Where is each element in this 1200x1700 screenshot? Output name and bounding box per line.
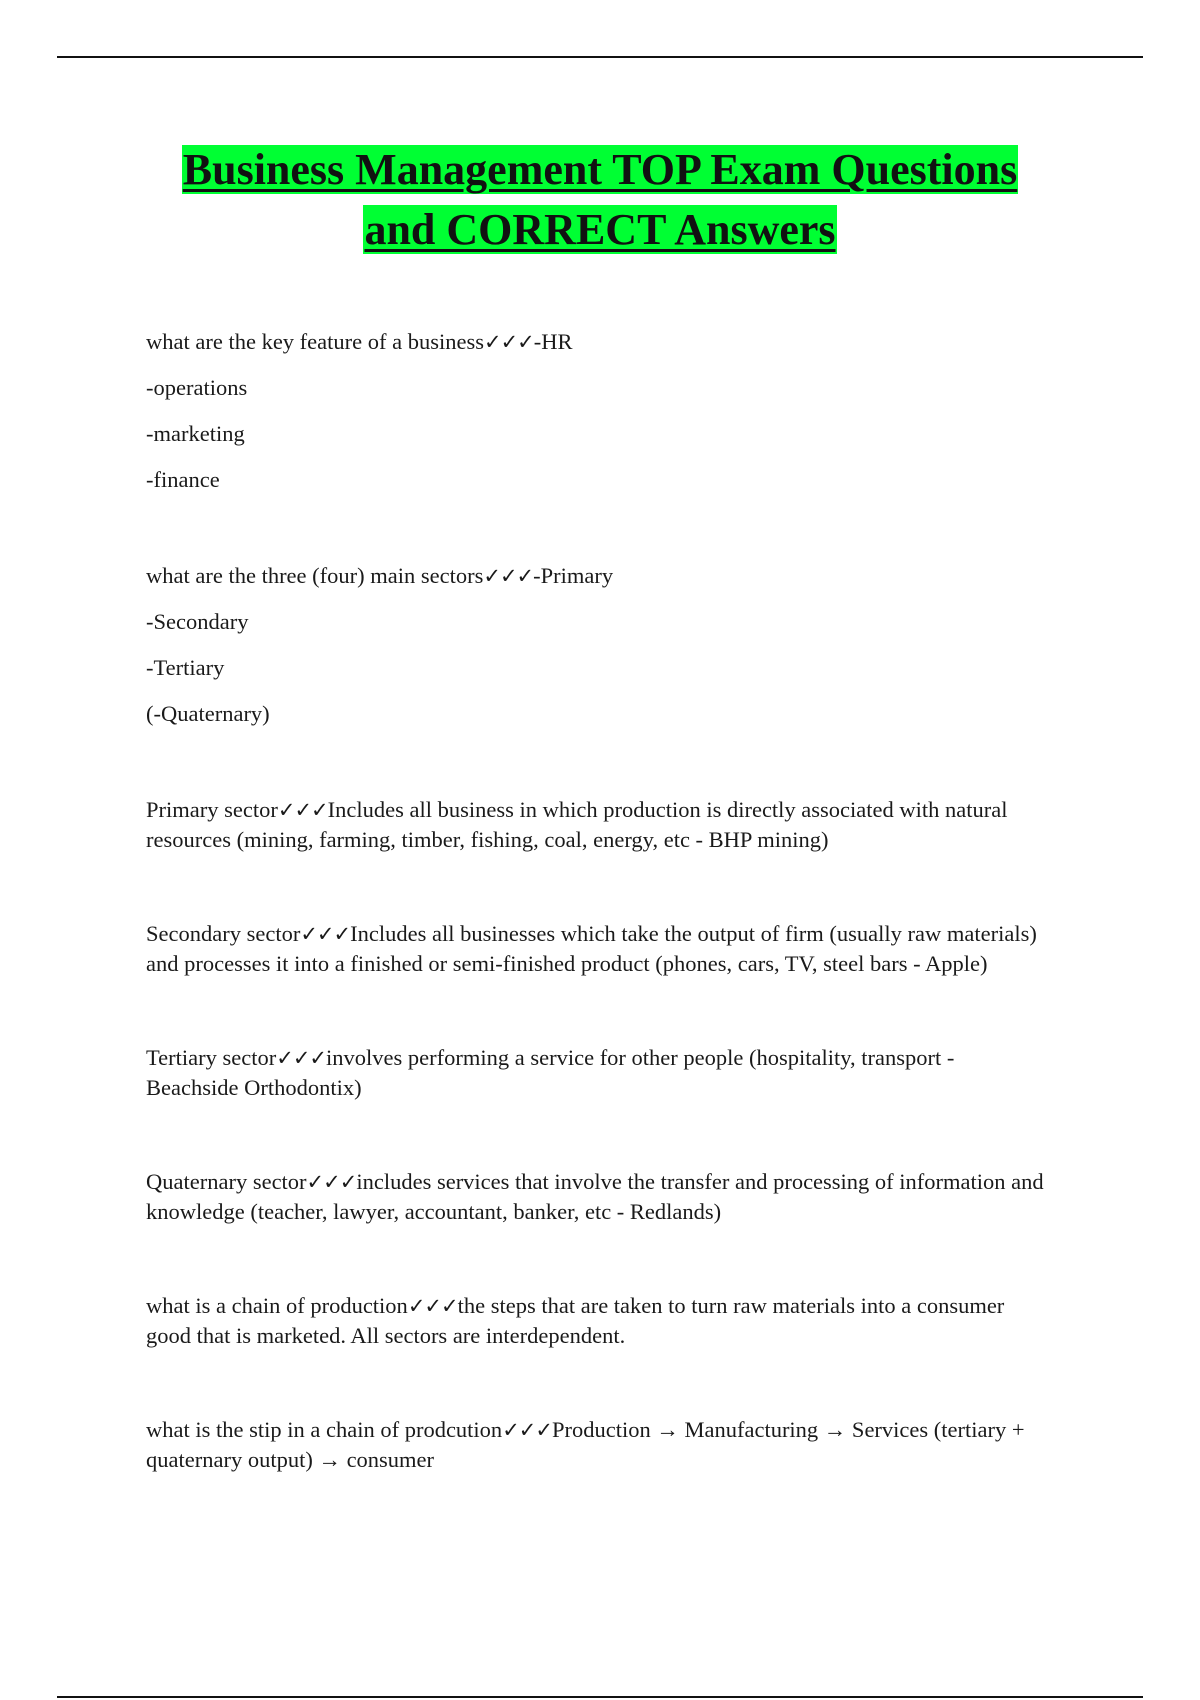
qa-item-chain-steps bbox=[146, 1415, 1046, 1475]
spacer bbox=[146, 511, 1046, 561]
qa-term: what is the stip in a chain of prodcution bbox=[146, 1417, 503, 1442]
qa-answer: -Primary bbox=[533, 563, 614, 588]
qa-answer-line: -operations bbox=[146, 375, 248, 400]
title-line-1: Business Management TOP Exam Questions bbox=[182, 145, 1018, 194]
qa-list bbox=[146, 327, 1046, 1475]
checkmark-icon: ✓✓✓ bbox=[483, 564, 534, 588]
spacer bbox=[146, 1227, 1046, 1291]
qa-term: Tertiary sector bbox=[146, 1045, 277, 1070]
checkmark-icon: ✓✓✓ bbox=[306, 1170, 357, 1194]
qa-answer-line: -marketing bbox=[146, 421, 245, 446]
qa-item-key-features bbox=[146, 327, 1046, 495]
qa-answer-line: (-Quaternary) bbox=[146, 701, 270, 726]
qa-item-quaternary-sector bbox=[146, 1167, 1046, 1227]
qa-term: what are the three (four) main sectors bbox=[146, 563, 484, 588]
qa-answer: the steps that are taken to turn raw materials into a consumer good that is marketed. All sectors are interdependent. bbox=[146, 1293, 1005, 1348]
qa-answer-line: -Tertiary bbox=[146, 655, 225, 680]
qa-question-line bbox=[146, 561, 1046, 591]
qa-term: Quaternary sector bbox=[146, 1169, 307, 1194]
checkmark-icon: ✓✓✓ bbox=[300, 922, 351, 946]
qa-item-primary-sector bbox=[146, 795, 1046, 855]
checkmark-icon: ✓✓✓ bbox=[483, 330, 534, 354]
qa-answer-line: -Secondary bbox=[146, 609, 249, 634]
spacer bbox=[146, 1103, 1046, 1167]
qa-answer: Production → Manufacturing → Services (tertiary + quaternary output) → consumer bbox=[146, 1417, 1025, 1472]
qa-answer-line: -finance bbox=[146, 467, 220, 492]
qa-answer: involves performing a service for other people (hospitality, transport - Beachside Orthodontix) bbox=[146, 1045, 955, 1100]
qa-answer: Includes all business in which production is directly associated with natural resources (mining, farming, timber, fishing, coal, energy, etc - BHP mining) bbox=[146, 797, 1008, 852]
bottom-rule bbox=[57, 1696, 1143, 1698]
checkmark-icon: ✓✓✓ bbox=[276, 1046, 327, 1070]
qa-answer: includes services that involve the transfer and processing of information and knowledge (teacher, lawyer, accountant, banker, etc - Redlands) bbox=[146, 1169, 1044, 1224]
qa-item-secondary-sector bbox=[146, 919, 1046, 979]
qa-term: what is a chain of production bbox=[146, 1293, 408, 1318]
checkmark-icon: ✓✓✓ bbox=[277, 798, 328, 822]
qa-question-line bbox=[146, 327, 1046, 357]
checkmark-icon: ✓✓✓ bbox=[407, 1294, 458, 1318]
spacer bbox=[146, 979, 1046, 1043]
qa-term: Secondary sector bbox=[146, 921, 301, 946]
spacer bbox=[146, 745, 1046, 795]
qa-answer: Includes all businesses which take the output of firm (usually raw materials) and processes it into a finished or semi-finished product (phones, cars, TV, steel bars - Apple) bbox=[146, 921, 1037, 976]
qa-item-tertiary-sector bbox=[146, 1043, 1046, 1103]
qa-answer: -HR bbox=[533, 329, 573, 354]
spacer bbox=[146, 855, 1046, 919]
title-line-2: and CORRECT Answers bbox=[364, 205, 836, 254]
top-rule bbox=[57, 56, 1143, 58]
spacer bbox=[146, 1351, 1046, 1415]
qa-item-main-sectors bbox=[146, 561, 1046, 729]
checkmark-icon: ✓✓✓ bbox=[502, 1418, 552, 1442]
document-title bbox=[100, 140, 1100, 260]
qa-term: Primary sector bbox=[146, 797, 278, 822]
qa-item-chain-of-production bbox=[146, 1291, 1046, 1351]
qa-term: what are the key feature of a business bbox=[146, 329, 484, 354]
